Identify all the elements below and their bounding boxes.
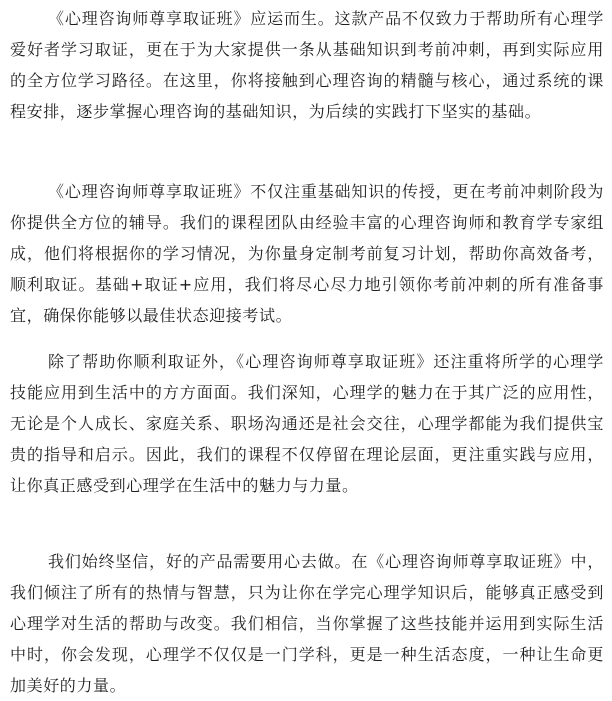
paragraph-3: 除了帮助你顺利取证外，《心理咨询师尊享取证班》还注重将所学的心理学技能应用到生活中的方方面面。我们深知，心理学的魅力在于其广泛的应用性，无论是个人成长、家庭关系、职场沟通还是社会交往，心理学都能为我们提供宝贵的指导和启示。因此，我们的课程不仅停留在理论层面，更注重实践与应用，让你真正感受到心理学在生活中的魅力与力量。 bbox=[10, 352, 604, 495]
paragraph-1: 《心理咨询师尊享取证班》应运而生。这款产品不仅致力于帮助所有心理学爱好者学习取证，更在于为大家提供一条从基础知识到考前冲刺，再到实际应用的全方位学习路径。在这里，你将接触到心理咨询的精髓与核心，通过系统的课程安排，逐步掌握心理咨询的基础知识，为后续的实践打下坚实的基础。 bbox=[10, 9, 604, 121]
paragraph-4: 我们始终坚信，好的产品需要用心去做。在《心理咨询师尊享取证班》中，我们倾注了所有的热情与智慧，只为让你在学完心理学知识后，能够真正感受到心理学对生活的帮助与改变。我们相信，当你掌握了这些技能并运用到实际生活中时，你会发现，心理学不仅仅是一门学科，更是一种生活态度，一种让生命更加美好的力量。 bbox=[10, 552, 604, 695]
paragraph-2: 《心理咨询师尊享取证班》不仅注重基础知识的传授，更在考前冲刺阶段为你提供全方位的辅导。我们的课程团队由经验丰富的心理咨询师和教育学专家组成，他们将根据你的学习情况，为你量身定制考前复习计划，帮助你高效备考，顺利取证。基础+取证+应用，我们将尽心尽力地引领你考前冲刺的所有准备事宜，确保你能够以最佳状态迎接考试。 bbox=[10, 182, 604, 325]
